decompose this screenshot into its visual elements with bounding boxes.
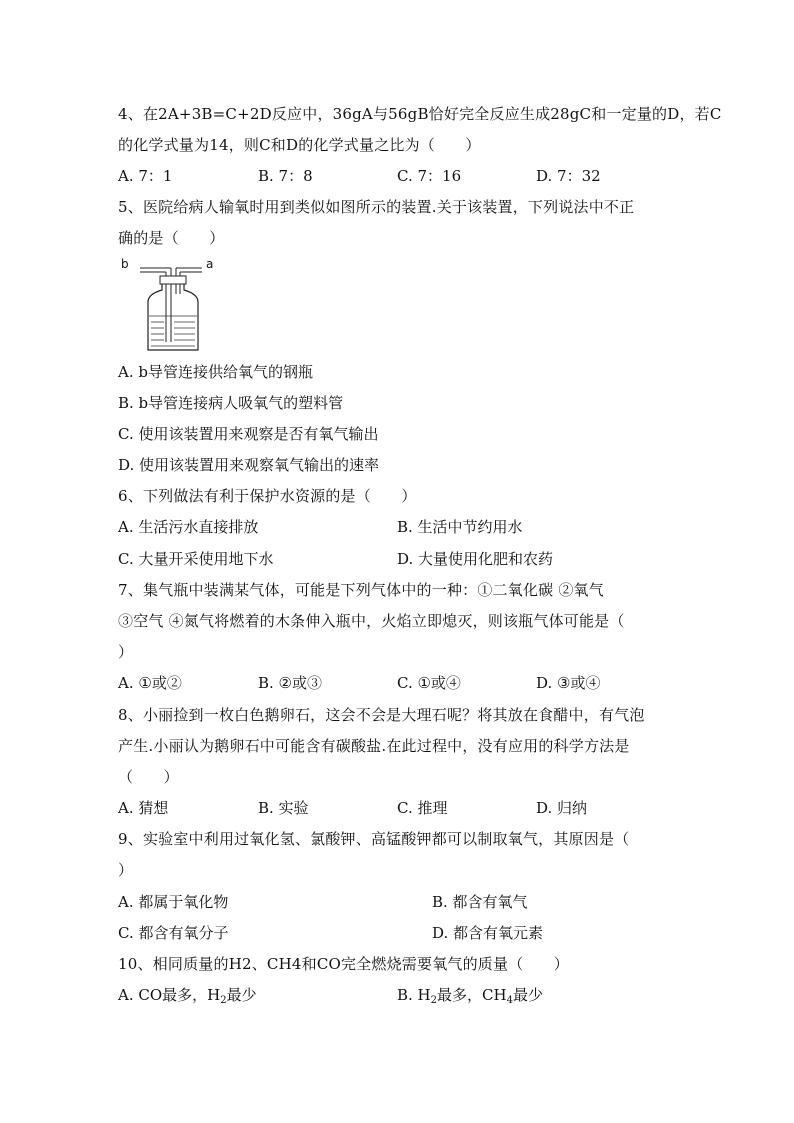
q4-stem-line1: 4、在2A+3B=C+2D反应中，36gA与56gB恰好完全反应生成28gC和一定量的D，若C: [118, 105, 722, 123]
q9-stem-line1: 9、实验室中利用过氧化氢、氯酸钾、高锰酸钾都可以制取氧气，其原因是（: [118, 830, 630, 848]
q10-stem: 10、相同质量的H2、CH4和CO完全燃烧需要氧气的质量（ ）: [118, 955, 569, 973]
q5-stem-line2: 确的是（ ）: [118, 229, 225, 247]
tube-label-a: a: [206, 257, 214, 271]
bottle-stopper: [160, 276, 186, 284]
q5-option-b[interactable]: B. b导管连接病人吸氧气的塑料管: [118, 394, 344, 412]
q5-option-d[interactable]: D. 使用该装置用来观察氧气输出的速率: [118, 456, 380, 474]
q9-stem-line2: ）: [118, 861, 134, 879]
q4-option-d[interactable]: D. 7：32: [536, 167, 601, 185]
q4-option-a[interactable]: A. 7：1: [118, 167, 173, 185]
q8-option-a[interactable]: A. 猜想: [118, 799, 169, 817]
q8-option-d[interactable]: D. 归纳: [536, 799, 588, 817]
q10-option-b-sub2: 4: [506, 995, 513, 1006]
q10-option-b-mid: 最多，CH: [437, 986, 507, 1004]
q7-stem-line3: ）: [118, 643, 134, 661]
q6-option-c[interactable]: C. 大量开采使用地下水: [118, 550, 274, 568]
q10-option-b[interactable]: [397, 985, 543, 1011]
q5-option-c[interactable]: C. 使用该装置用来观察是否有氧气输出: [118, 425, 379, 443]
q4-stem-line2: 的化学式量为14，则C和D的化学式量之比为（ ）: [118, 136, 481, 154]
water-level: [149, 316, 197, 346]
q6-option-a[interactable]: A. 生活污水直接排放: [118, 518, 259, 536]
q9-option-b[interactable]: B. 都含有氧气: [432, 893, 528, 911]
q4-option-b[interactable]: B. 7：8: [258, 167, 313, 185]
q7-option-b[interactable]: B. ②或③: [258, 674, 323, 692]
gas-washing-bottle-figure: [118, 254, 218, 354]
q6-option-d[interactable]: D. 大量使用化肥和农药: [397, 550, 554, 568]
q7-stem-line2: ③空气 ④氮气将燃着的木条伸入瓶中，火焰立即熄灭，则该瓶气体可能是（: [118, 612, 625, 630]
q7-option-c[interactable]: C. ①或④: [397, 674, 461, 692]
q8-stem-line1: 8、小丽捡到一枚白色鹅卵石，这会不会是大理石呢？将其放在食醋中，有气泡: [118, 706, 645, 724]
q7-option-d[interactable]: D. ③或④: [536, 674, 601, 692]
q10-option-a[interactable]: [118, 985, 257, 1011]
q10-option-b-rest: 最少: [512, 986, 543, 1004]
q8-stem-line2: 产生.小丽认为鹅卵石中可能含有碳酸盐.在此过程中，没有应用的科学方法是: [118, 737, 630, 755]
q8-option-c[interactable]: C. 推理: [397, 799, 448, 817]
q8-stem-line3: （ ）: [118, 768, 179, 786]
q8-option-b[interactable]: B. 实验: [258, 799, 309, 817]
q9-option-d[interactable]: D. 都含有氧元素: [432, 924, 544, 942]
q7-option-a[interactable]: A. ①或②: [118, 674, 182, 692]
q9-option-a[interactable]: A. 都属于氧化物: [118, 893, 229, 911]
q4-option-c[interactable]: C. 7：16: [397, 167, 462, 185]
q5-stem-line1: 5、医院给病人输氧时用到类似如图所示的装置.关于该装置，下列说法中不正: [118, 198, 635, 216]
q7-stem-line1: 7、集气瓶中装满某气体，可能是下列气体中的一种：①二氧化碳 ②氧气: [118, 581, 604, 599]
q6-stem: 6、下列做法有利于保护水资源的是（ ）: [118, 487, 417, 505]
q5-option-a[interactable]: A. b导管连接供给氧气的钢瓶: [118, 363, 313, 381]
q10-option-a-rest: 最少: [226, 986, 257, 1004]
q10-option-b-text: B. H: [397, 986, 431, 1004]
q10-option-b-sub1: 2: [430, 995, 438, 1006]
q9-option-c[interactable]: C. 都含有氧分子: [118, 924, 229, 942]
q10-option-a-text: A. CO最多，H: [118, 986, 221, 1004]
q6-option-b[interactable]: B. 生活中节约用水: [397, 518, 523, 536]
q10-option-a-sub: 2: [220, 995, 227, 1006]
tube-label-b: b: [121, 257, 129, 271]
